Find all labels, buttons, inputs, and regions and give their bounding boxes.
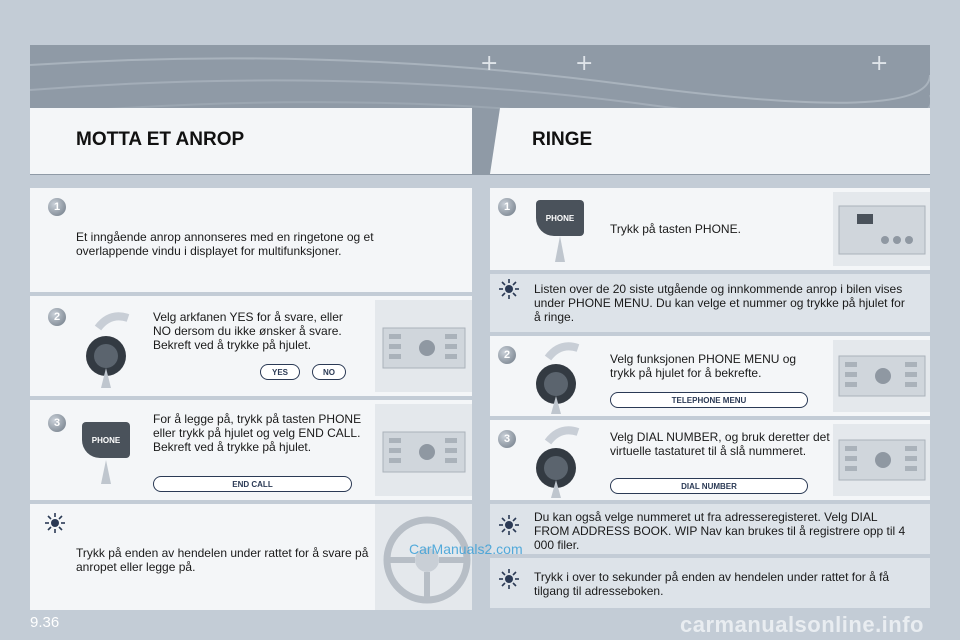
press-arrow-icon: [548, 232, 572, 262]
right-step-1-text: Trykk på tasten PHONE.: [610, 222, 741, 236]
left-section-title: MOTTA ET ANROP: [76, 129, 245, 150]
left-step-1-panel: [30, 188, 472, 292]
svg-text:+: +: [480, 51, 499, 76]
radio-panel-image: [833, 192, 930, 266]
right-tip-1-panel: [490, 274, 930, 332]
dial-number-option[interactable]: DIAL NUMBER: [610, 478, 808, 494]
watermark-text: CarManuals2.com: [409, 541, 523, 557]
footer-watermark: carmanualsonline.info: [680, 612, 924, 637]
step-badge: 1: [498, 198, 516, 216]
tip-sun-icon: [44, 512, 66, 534]
telephone-menu-option[interactable]: TELEPHONE MENU: [610, 392, 808, 408]
left-step-1-text: Et inngående anrop annonseres med en ringetone og et overlappende vindu i displayet for multifunksjoner.: [76, 230, 374, 258]
yes-tab[interactable]: YES: [260, 364, 300, 380]
step-badge: 3: [48, 414, 66, 432]
rotary-wheel-icon: [530, 338, 590, 414]
left-step-3-panel: [30, 400, 472, 500]
step-badge: 2: [48, 308, 66, 326]
press-arrow-icon: [94, 456, 118, 484]
svg-text:+: +: [575, 51, 594, 76]
right-tip-2-panel: [490, 504, 930, 554]
no-tab[interactable]: NO: [312, 364, 346, 380]
tip-sun-icon: [498, 278, 520, 300]
radio-panel-image: [833, 424, 930, 496]
left-step-3-text: For å legge på, trykk på tasten PHONE eller trykk på hjulet og velg END CALL. Bekreft ved å trykke på hjulet.: [153, 412, 362, 454]
left-tip-panel: [30, 504, 472, 610]
svg-text:+: +: [870, 51, 889, 76]
steering-wheel-image: [375, 504, 472, 610]
rotary-wheel-icon: [530, 422, 590, 498]
left-step-2-text: Velg arkfanen YES for å svare, eller NO dersom du ikke ønsker å svare. Bekreft ved å trykke på hjulet.: [153, 310, 343, 352]
right-step-3-panel: [490, 420, 930, 500]
right-step-1-panel: [490, 188, 930, 270]
step-badge: 2: [498, 346, 516, 364]
radio-panel-image: [375, 404, 472, 496]
phone-key-icon: PHONE: [82, 422, 130, 458]
left-step-2-panel: [30, 296, 472, 396]
right-tip-2-text: Du kan også velge nummeret ut fra adresseregisteret. Velg DIAL FROM ADDRESS BOOK. WIP Nav kan brukes til å registrere opp til 4 000 filer.: [534, 510, 906, 552]
radio-panel-image: [375, 300, 472, 392]
right-tip-1-text: Listen over de 20 siste utgående og innkommende anrop i bilen vises under PHONE MENU. Du kan velge et nummer og trykke på hjulet for å ringe.: [534, 282, 905, 324]
step-badge: 1: [48, 198, 66, 216]
page-number: 9.36: [30, 614, 60, 631]
right-step-2-text: Velg funksjonen PHONE MENU og trykk på hjulet for å bekrefte.: [610, 352, 797, 380]
right-section-title: RINGE: [532, 129, 593, 150]
left-tip-text: Trykk på enden av hendelen under rattet for å svare på anropet eller legge på.: [76, 546, 369, 574]
right-tip-3-panel: [490, 558, 930, 608]
tip-sun-icon: [498, 568, 520, 590]
radio-panel-image: [833, 340, 930, 412]
right-tip-3-text: Trykk i over to sekunder på enden av hendelen under rattet for å få tilgang til adresseboken.: [534, 570, 890, 598]
phone-key-icon: PHONE: [536, 200, 584, 236]
right-step-2-panel: [490, 336, 930, 416]
rotary-wheel-icon: [80, 306, 140, 388]
step-badge: 3: [498, 430, 516, 448]
tip-sun-icon: [498, 514, 520, 536]
right-step-3-text: Velg DIAL NUMBER, og bruk deretter det virtuelle tastaturet til å slå nummeret.: [610, 430, 830, 458]
end-call-option[interactable]: END CALL: [153, 476, 352, 492]
